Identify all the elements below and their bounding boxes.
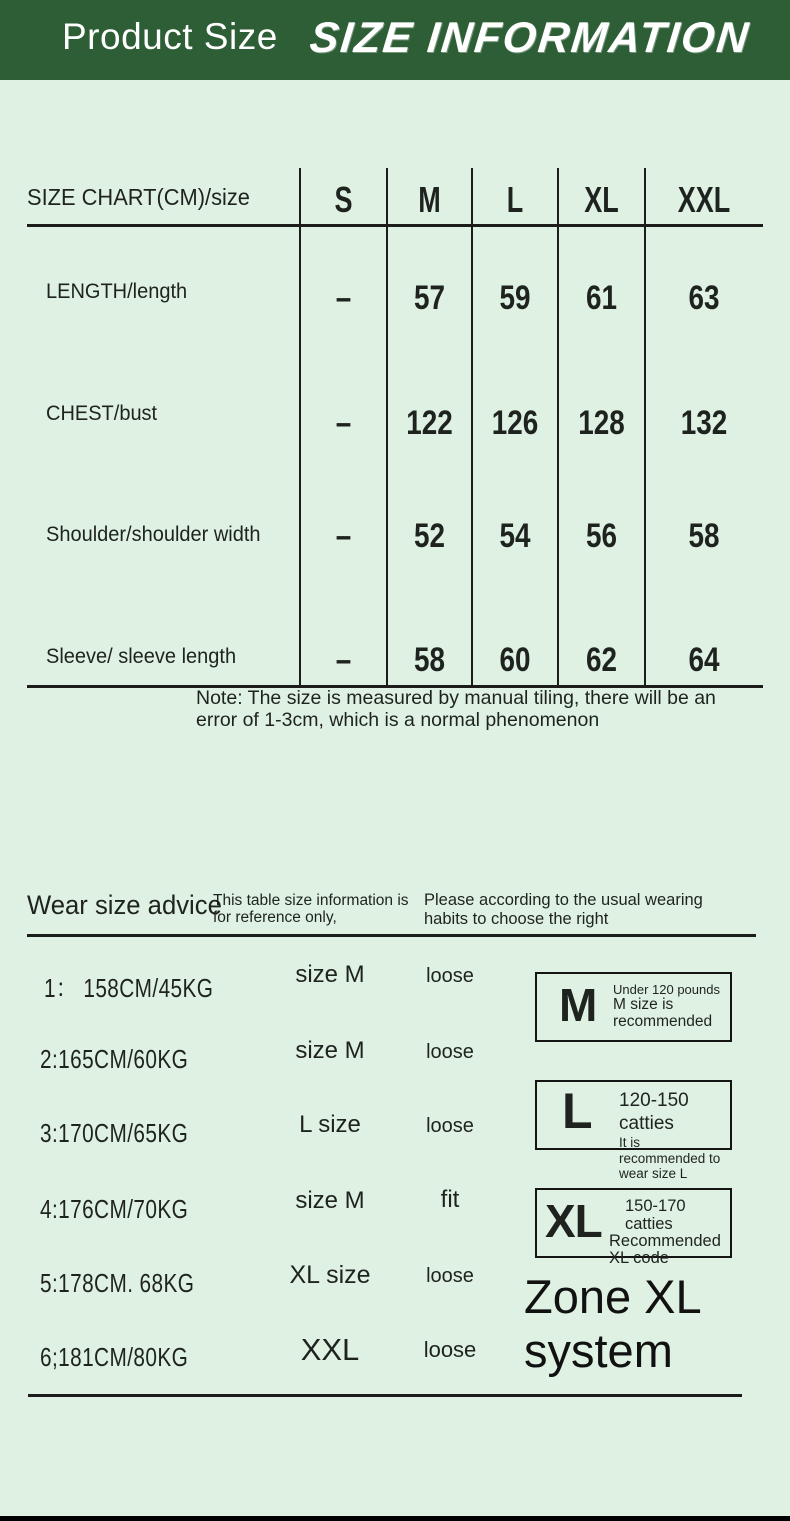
table-column-divider xyxy=(386,168,388,688)
fit-style: loose xyxy=(426,1115,474,1137)
rec-line: Under 120 pounds xyxy=(613,982,720,997)
recommendation-box-l xyxy=(535,1080,732,1181)
recommended-size: XXL xyxy=(300,1332,360,1367)
person-spec: 5:178CM. 68KG xyxy=(40,1268,195,1298)
table-cell: – xyxy=(335,404,352,442)
measurement-note xyxy=(196,688,716,731)
subtitle-line: This table size information is xyxy=(213,892,409,909)
subtitle-line: Please according to the usual wearing xyxy=(424,891,703,909)
advice-top-rule xyxy=(27,934,756,937)
table-column-divider xyxy=(471,168,473,688)
person-spec: 2:165CM/60KG xyxy=(40,1044,189,1074)
table-column-divider xyxy=(644,168,646,688)
table-cell: 57 xyxy=(413,279,446,317)
table-cell: 54 xyxy=(499,517,531,555)
person-spec: 3:170CM/65KG xyxy=(40,1118,189,1148)
rec-line: Recommended xyxy=(609,1232,721,1250)
rec-line: 120-150 catties xyxy=(619,1090,689,1134)
advice-row xyxy=(0,1034,530,1086)
note-line-2: error of 1-3cm, which is a normal phenomenon xyxy=(196,708,600,731)
wear-advice-title: Wear size advice xyxy=(27,890,222,920)
table-cell: 64 xyxy=(688,641,720,679)
rec-line: wear size L xyxy=(619,1166,688,1181)
fit-style: loose xyxy=(423,1337,477,1362)
bottom-black-strip xyxy=(0,1516,790,1521)
recommended-size: size M xyxy=(295,961,365,988)
row-label-length: LENGTH/length xyxy=(46,279,188,303)
rec-line: XL code xyxy=(609,1248,669,1267)
advice-row xyxy=(0,1184,530,1236)
recommended-size: L size xyxy=(299,1111,361,1138)
recommendation-text xyxy=(619,1089,730,1182)
table-cell: 63 xyxy=(688,279,720,317)
column-header-m: M xyxy=(418,179,441,220)
person-spec: 1： 158CM/45KG xyxy=(44,973,214,1003)
note-line-1: Note: The size is measured by manual tiling, there will be an xyxy=(196,687,716,709)
fit-style: fit xyxy=(440,1186,460,1213)
recommendation-box-xl xyxy=(535,1188,732,1267)
zone-xl-system-label xyxy=(524,1270,702,1378)
column-header-l: L xyxy=(506,179,524,220)
zone-line-2: system xyxy=(524,1324,673,1377)
table-column-divider xyxy=(299,168,301,688)
table-cell: 126 xyxy=(491,404,539,442)
table-cell: 60 xyxy=(499,641,531,679)
row-label-shoulder: Shoulder/shoulder width xyxy=(46,522,261,546)
column-header-xl: XL xyxy=(584,179,619,220)
subtitle-line: habits to choose the right xyxy=(424,909,609,928)
wear-advice-subtitle-reference xyxy=(213,893,409,926)
page-title: Product Size xyxy=(62,16,278,57)
size-letter: L xyxy=(562,1083,593,1139)
rec-line: M size is xyxy=(613,996,674,1013)
table-cell: – xyxy=(335,641,352,679)
recommended-size: size M xyxy=(295,1037,365,1064)
zone-line-1: Zone XL xyxy=(524,1270,702,1323)
recommendation-text xyxy=(613,983,720,1030)
table-header-rule xyxy=(27,224,763,227)
advice-row xyxy=(0,1332,530,1384)
table-cell: 62 xyxy=(585,641,618,679)
recommendation-box-m xyxy=(535,972,732,1042)
advice-row xyxy=(0,958,530,1010)
column-header-s: S xyxy=(334,179,353,220)
table-cell: 52 xyxy=(413,517,446,555)
row-label-sleeve: Sleeve/ sleeve length xyxy=(46,644,237,668)
table-cell: 56 xyxy=(585,517,618,555)
recommended-size: XL size xyxy=(289,1261,371,1289)
rec-line: It is recommended to xyxy=(619,1135,721,1166)
table-cell: 61 xyxy=(585,279,618,317)
size-letter: XL xyxy=(545,1195,602,1247)
row-label-chest: CHEST/bust xyxy=(46,401,158,425)
person-spec: 6;181CM/80KG xyxy=(40,1342,189,1372)
table-cell: – xyxy=(335,279,352,317)
fit-style: loose xyxy=(426,1265,474,1287)
subtitle-line: for reference only, xyxy=(213,908,337,926)
column-header-xxl: XXL xyxy=(677,179,731,220)
person-spec: 4:176CM/70KG xyxy=(40,1194,189,1224)
fit-style: loose xyxy=(426,1041,474,1063)
fit-style: loose xyxy=(426,965,474,987)
size-letter: M xyxy=(559,979,598,1031)
advice-row xyxy=(0,1108,530,1160)
table-cell: 132 xyxy=(680,404,728,442)
header-banner xyxy=(0,0,790,80)
table-cell: – xyxy=(335,517,352,555)
table-cell: 58 xyxy=(413,641,446,679)
table-cell: 58 xyxy=(688,517,720,555)
recommendation-text xyxy=(609,1197,730,1266)
wear-advice-subtitle-habits xyxy=(424,891,703,928)
advice-row xyxy=(0,1258,530,1310)
section-bottom-rule xyxy=(28,1394,742,1397)
recommended-size: size M xyxy=(295,1187,365,1214)
rec-line: 150-170 catties xyxy=(625,1197,686,1233)
rec-line: recommended xyxy=(613,1012,713,1030)
table-cell: 128 xyxy=(578,404,625,442)
size-chart-corner-label: SIZE CHART(CM)/size xyxy=(27,184,250,210)
page-subtitle: SIZE INFORMATION xyxy=(307,14,753,62)
table-cell: 59 xyxy=(499,279,531,317)
table-column-divider xyxy=(557,168,559,688)
table-cell: 122 xyxy=(406,404,453,442)
